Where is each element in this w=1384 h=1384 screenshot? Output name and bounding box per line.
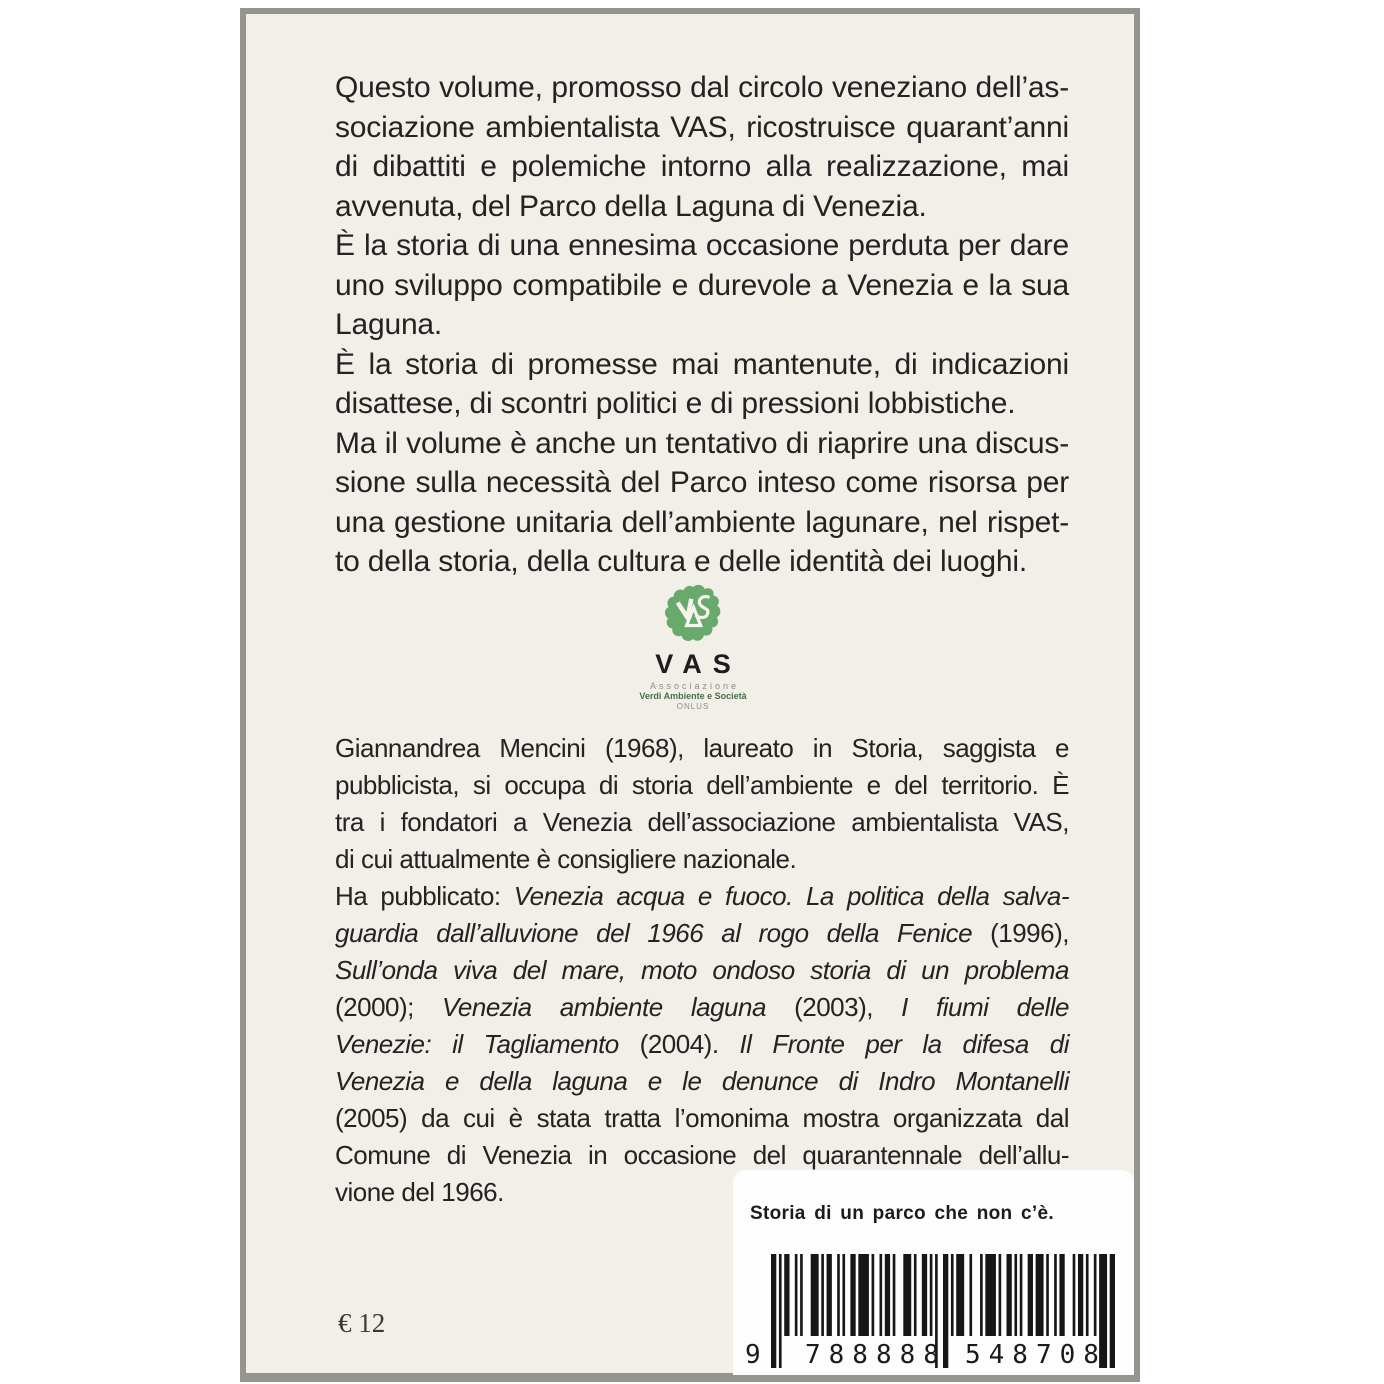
series-tagline: Storia di un parco che non c’è.	[750, 1203, 1054, 1224]
vas-onlus-label: ONLUS	[676, 702, 710, 711]
price-label: € 12	[338, 1308, 386, 1338]
isbn-panel	[733, 1170, 1134, 1375]
barcode	[743, 1254, 1125, 1370]
vas-logo-icon	[661, 582, 725, 646]
vas-association-name: Verdi Ambiente e Società	[639, 691, 747, 701]
vas-association-label: Associazione	[649, 681, 740, 691]
blurb-text: Questo volume, promosso dal circolo veneziano dell’as- sociazione ambientalista VAS, ricostruisce quarant’anni di dibattiti e polemiche intorno alla realizzazione, mai avvenuta, del Parco della Laguna di Venezia. È la storia di una ennesima occasione perduta per dare uno sviluppo compatibile e durevole a Venezia e la sua Laguna. È la storia di promesse mai mantenute, di indicazioni disattese, di scontri politici e di pressioni lobbistiche. Ma il volume è anche un tentativo di riaprire una discus- sione sulla necessità del Parco inteso come risorsa per una gestione unitaria dell’ambiente lagunare, nel rispet- to della storia, della cultura e delle identità dei luoghi.	[335, 71, 1069, 578]
vas-wordmark: VAS	[655, 649, 742, 679]
barcode-digit-group1: 788888	[805, 1340, 947, 1370]
author-bibliography: Ha pubblicato: Venezia acqua e fuoco. La politica della salva- guardia dall’alluvione del 1966 al rogo della Fenice (1996), Sull’onda viva del mare, moto ondoso storia di un problema (2000); Venezia ambiente laguna (2003), I fiumi delle Venezie: il Tagliamento (2004). Il Fronte per la difesa di Venezia e della laguna e le denunce di Indro Montanelli (2005) da cui è stata tratta l’omonima mostra organizzata dal Comune di Venezia in occasione del quarantennale dell’allu- vione del 1966.	[335, 881, 1070, 1207]
book-back-cover	[240, 8, 1140, 1382]
barcode-digit-group2: 548708	[965, 1340, 1107, 1370]
vas-logo	[593, 582, 793, 712]
author-bio	[335, 730, 1069, 1211]
barcode-digit-left: 9	[745, 1340, 761, 1370]
barcode-digits	[743, 1340, 1125, 1370]
author-bio-intro: Giannandrea Mencini (1968), laureato in Storia, saggista e pubblicista, si occupa di storia dell’ambiente e del territorio. È tra i fondatori a Venezia dell’associazione ambientalista VAS, di cui attualmente è consigliere nazionale.	[335, 733, 1069, 874]
